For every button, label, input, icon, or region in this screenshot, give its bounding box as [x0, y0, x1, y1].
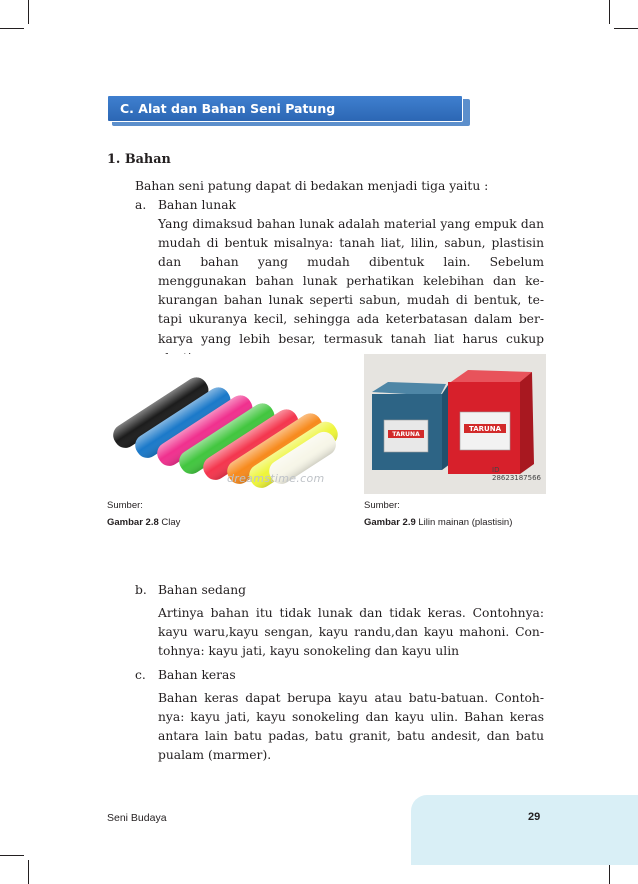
paragraph-line: Yang dimaksud bahan lunak adalah material yang empuk [158, 217, 517, 231]
item-c-paragraph [158, 689, 544, 765]
footer-book-title: Seni Budaya [107, 812, 167, 824]
watermark: dreamstime.com [227, 472, 325, 485]
item-b-title: Bahan sedang [158, 583, 247, 597]
crop-mark [0, 28, 24, 29]
crop-mark [28, 0, 29, 24]
paragraph-line: nya: kayu jati, kayu sonokeling dan kayu ulin. Bahan keras [158, 710, 544, 725]
crop-mark [0, 855, 24, 856]
stock-id: ID 28623187566 [492, 466, 541, 482]
heading: 1. Bahan [107, 152, 171, 167]
crop-mark [28, 860, 29, 884]
brand-label: TARUNA [469, 425, 501, 433]
paragraph-line: kayu waru,kayu sengan, kayu randu,dan kayu mahoni. Con- [158, 625, 544, 640]
caption-source: Sumber: [364, 500, 400, 511]
caption-source: Sumber: [107, 500, 143, 511]
caption-text: Lilin mainan (plastisin) [415, 517, 513, 528]
caption-label: Gambar 2.9 [364, 517, 416, 528]
section-header-text: C. Alat dan Bahan Seni Patung [120, 101, 336, 116]
red-block [448, 370, 534, 474]
paragraph-line: menggunakan bahan lunak perhatikan kelebihan dan ke- [158, 274, 544, 289]
paragraph-line: pualam (marmer). [158, 748, 272, 763]
caption-label: Gambar 2.8 [107, 517, 159, 528]
paragraph-line: tohnya: kayu jati, kayu sonokeling dan kayu ulin [158, 644, 460, 659]
item-b-paragraph [158, 604, 544, 661]
caption-text: Clay [158, 517, 181, 528]
paragraph-line: plastisin dan bahan yang mudah dibentuk lain. Sebelum [158, 236, 544, 270]
item-b-label: b. [135, 583, 147, 597]
footer-band [411, 795, 638, 865]
paragraph-line: antara lain batu padas, batu granit, batu andesit, dan batu [158, 729, 544, 744]
paragraph-line: karya yang lebih besar, termasuk tanah liat harus cukup [158, 331, 544, 346]
item-a-paragraph [158, 215, 544, 368]
intro-text: Bahan seni patung dapat di bedakan menjadi tiga yaitu : [135, 179, 489, 193]
section-header [107, 95, 463, 122]
paragraph-line: tapi ukuranya kecil, sehingga ada keterbatasan dalam ber- [158, 312, 544, 327]
brand-label: TARUNA [392, 431, 420, 438]
paragraph-line: kurangan bahan lunak seperti sabun, mudah di bentuk, te- [158, 293, 544, 308]
crop-mark [609, 0, 610, 24]
paragraph-line: Bahan keras dapat berupa kayu atau batu-batuan. Contoh- [158, 691, 544, 705]
page-number: 29 [528, 811, 541, 823]
item-a-label: a. [135, 198, 147, 212]
item-c-title: Bahan keras [158, 668, 236, 682]
paragraph-line: Artinya bahan itu tidak lunak dan tidak keras. Contohnya: [158, 606, 544, 620]
paragraph-line: dan mudah di bentuk misalnya: tanah liat, lilin, sabun, [158, 217, 544, 251]
blue-block [372, 382, 450, 470]
caption [364, 517, 512, 528]
caption [107, 517, 180, 528]
item-a-title: Bahan lunak [158, 198, 237, 212]
crop-mark [614, 28, 638, 29]
clay-photo [107, 354, 343, 494]
plasticine-photo [364, 354, 546, 494]
item-c-label: c. [135, 668, 146, 682]
